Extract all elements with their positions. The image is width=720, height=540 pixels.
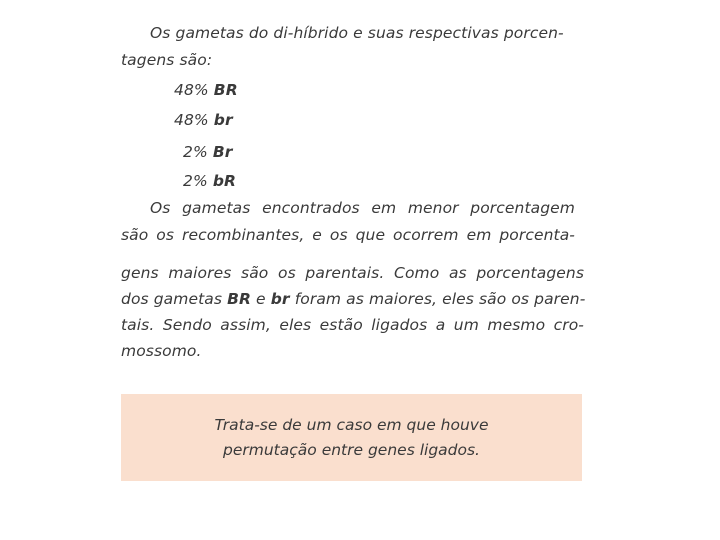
gamete-item <box>174 111 233 129</box>
intro-line-1: Os gametas do di-híbrido e suas respectivas porcen- <box>150 24 564 42</box>
callout-line-1: Trata-se de um caso em que houve <box>214 416 489 434</box>
genotype-BR: BR <box>227 290 252 308</box>
gamete-genotype: BR <box>213 81 238 99</box>
gamete-percentage: 2% <box>183 143 208 161</box>
answer-callout-box <box>121 394 582 481</box>
paragraph-3-line-3: tais. Sendo assim, eles estão ligados a um mesmo cro- <box>121 316 584 334</box>
intro-line-2: tagens são: <box>121 51 213 69</box>
text-fragment: foram as maiores, eles são os paren- <box>289 290 586 308</box>
gamete-genotype: bR <box>212 172 237 190</box>
gamete-genotype: br <box>213 111 233 129</box>
gamete-percentage: 2% <box>183 172 208 190</box>
gamete-item <box>183 172 236 190</box>
gamete-item <box>183 143 233 161</box>
gamete-percentage: 48% <box>174 111 209 129</box>
gamete-percentage: 48% <box>174 81 209 99</box>
text-fragment: dos gametas <box>121 290 228 308</box>
genotype-br: br <box>270 290 290 308</box>
paragraph-2-line-2: são os recombinantes, e os que ocorrem em porcenta- <box>121 226 575 244</box>
gamete-genotype: Br <box>212 143 233 161</box>
callout-line-2: permutação entre genes ligados. <box>223 441 480 459</box>
paragraph-3-line-4: mossomo. <box>121 342 202 360</box>
text-fragment: e <box>251 290 271 308</box>
paragraph-3-line-1: gens maiores são os parentais. Como as porcentagens <box>121 264 584 282</box>
paragraph-2-line-1: Os gametas encontrados em menor porcentagem <box>150 199 575 217</box>
paragraph-3-line-2 <box>121 290 584 308</box>
gamete-item <box>174 81 238 99</box>
